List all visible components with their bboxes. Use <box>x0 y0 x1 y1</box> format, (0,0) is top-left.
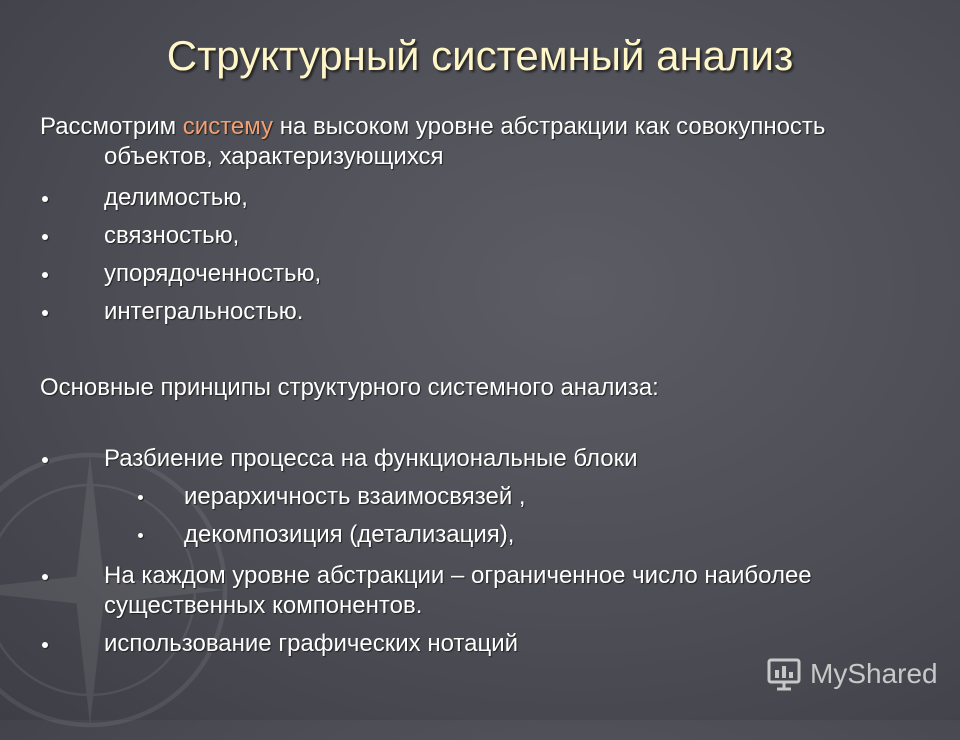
list-item <box>40 297 303 327</box>
principle-text: На каждом уровне абстракции – ограниченное число наиболее <box>104 562 812 589</box>
principle-text-continuation: существенных компонентов. <box>104 592 423 619</box>
list-item <box>136 520 514 550</box>
sub-principle-text: иерархичность взаимосвязей , <box>184 483 526 510</box>
bullet-icon <box>42 234 48 240</box>
list-item <box>40 259 321 289</box>
principles-heading: Основные принципы структурного системного анализа: <box>40 374 659 401</box>
property-text: упорядоченностью, <box>104 260 322 287</box>
bullet-icon <box>42 310 48 316</box>
property-text: делимостью, <box>104 184 248 211</box>
sub-principle-text: декомпозиция (детализация), <box>184 521 515 548</box>
list-item <box>40 629 518 659</box>
logo-brand-text: MyShared <box>810 658 938 689</box>
intro-paragraph <box>40 112 825 172</box>
presentation-board-icon <box>766 656 802 692</box>
bullet-icon <box>42 272 48 278</box>
intro-prefix: Рассмотрим <box>40 113 183 140</box>
bullet-icon <box>138 495 143 500</box>
bullet-icon <box>42 642 48 648</box>
property-text: интегральностью. <box>104 298 304 325</box>
bullet-icon <box>138 533 143 538</box>
slide-title: Структурный системный анализ <box>166 32 794 79</box>
intro-continuation: объектов, характеризующихся <box>104 143 444 170</box>
list-item <box>40 561 812 621</box>
intro-suffix: на высоком уровне абстракции как совокупность <box>273 113 826 140</box>
list-item <box>40 183 248 213</box>
intro-highlight: систему <box>182 113 274 140</box>
property-text: связностью, <box>104 222 240 249</box>
list-item <box>136 482 526 512</box>
bullet-icon <box>42 196 48 202</box>
list-item <box>40 221 239 251</box>
principle-text: использование графических нотаций <box>104 630 519 657</box>
principle-text: Разбиение процесса на функциональные блоки <box>104 445 638 472</box>
bullet-icon <box>42 457 48 463</box>
bullet-icon <box>42 574 48 580</box>
list-item <box>40 444 638 474</box>
myshared-logo <box>766 654 938 694</box>
